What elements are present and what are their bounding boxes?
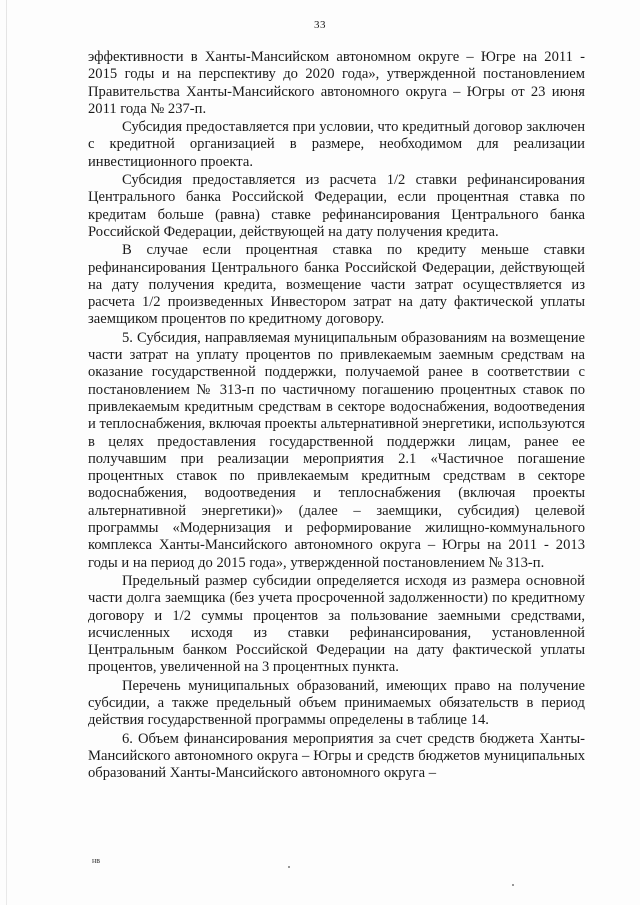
paragraph-item-5: 5. Субсидия, направляемая муниципальным образованиям на возмещение части затрат на уплату процентов по привлекаемым заемным средствам на оказание государственной поддержки, получаемой ранее в соответствии с постановлением № 313-п по частичному погашению процентных ставок по привлекаемым кредитным средствам в секторе водоснабжения, водоотведения и теплоснабжения, включая проекты альтернативной энергетики, используются в целях предоставления государственной поддержки лицам, ранее ее получавшим при реализации мероприятия 2.1 «Частичное погашение процентных ставок по привлекаемым кредитным средствам в секторе водоснабжения, водоотведения и теплоснабжения (включая проекты альтернативной энергетики)» (далее – заемщики, субсидия) целевой программы «Модернизация и реформирование жилищно-коммунального комплекса Ханты-Мансийского автономного округа – Югры на 2011 - 2013 годы и на период до 2015 года», утвержденной постановлением № 313-п. [88, 329, 586, 571]
paragraph-item-6: 6. Объем финансирования мероприятия за счет средств бюджета Ханты-Мансийского автономного округа – Югры и средств бюджетов муниципальных образований Ханты-Мансийского автономного округа – [88, 730, 585, 782]
paragraph-continuation: эффективности в Ханты-Мансийском автономном округе – Югре на 2011 - 2015 годы и на перспективу до 2020 года», утвержденной постановлением Правительства Ханты-Мансийского автономного округа – Югры от 23 июня 2011 года № 237-п. [88, 49, 585, 117]
paragraph-subsidy-condition: Субсидия предоставляется при условии, что кредитный договор заключен с кредитной организацией в размере, необходимом для реализации инвестиционного проекта. [88, 119, 585, 170]
paragraph-subsidy-rate: Субсидия предоставляется из расчета 1/2 ставки рефинансирования Центрального банка Российской Федерации, если процентная ставка по кредитам больше (равна) ставке рефинансирования Центрального банка Российской Федерации, действующей на дату получения кредита. [88, 172, 585, 240]
page-number: 33 [314, 19, 326, 31]
scan-edge [6, 0, 7, 905]
paragraph-municipal-list: Перечень муниципальных образований, имеющих право на получение субсидии, а также предельный объем принимаемых обязательств в период действия государственной программы определены в таблице 14. [88, 677, 585, 729]
footer-initials: нв [92, 856, 101, 865]
paragraph-limit-size: Предельный размер субсидии определяется исходя из размера основной части долга заемщика (без учета просроченной задолженности) по кредитному договору и 1/2 суммы процентов за пользование заемными средствами, исчисленных исходя из ставки рефинансирования, установленной Центральным банком Российской Федерации на дату фактической уплаты процентов, увеличенной на 3 процентных пункта. [88, 572, 585, 676]
paragraph-lower-rate-case: В случае если процентная ставка по кредиту меньше ставки рефинансирования Центрального банка Российской Федерации, действующей на дату получения кредита, возмещение части затрат осуществляется из расчета 1/2 произведенных Инвестором затрат на дату фактической уплаты заемщиком процентов по кредитному договору. [88, 242, 585, 328]
scan-speck [512, 884, 514, 886]
body-text [88, 49, 585, 782]
scan-speck [288, 866, 290, 868]
